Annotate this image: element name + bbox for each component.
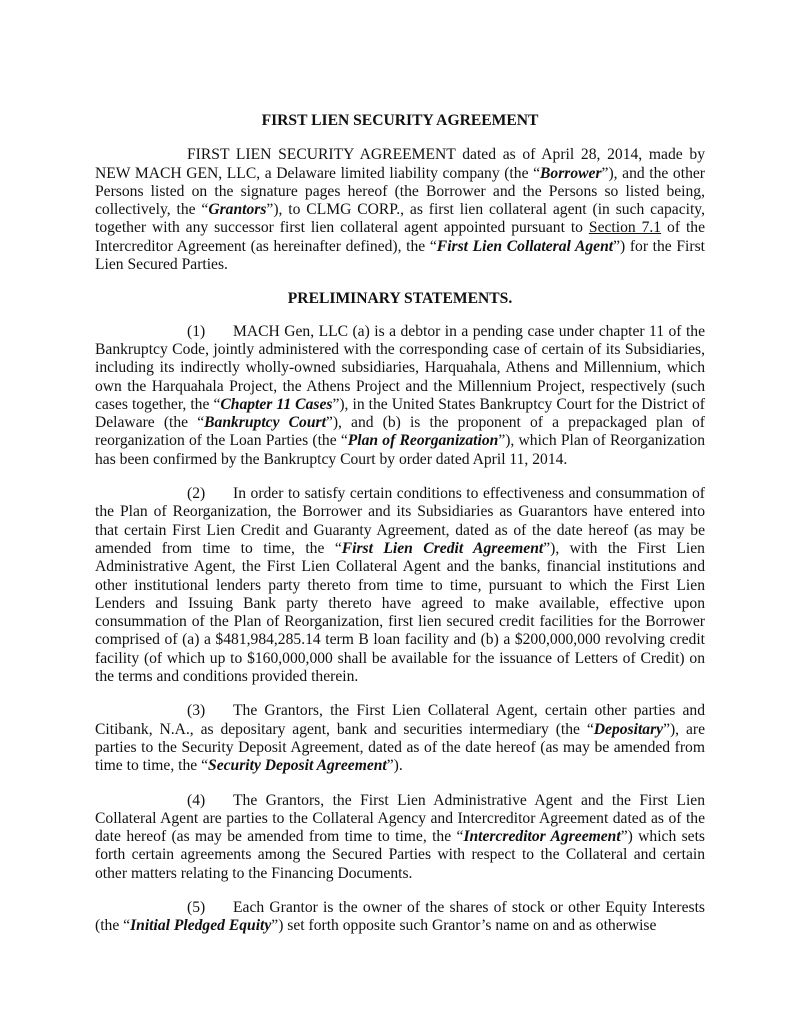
text-run: ”), to CLMG CORP., as first lien collateral agent (in such capacity, together with any successor first lien collateral agent appointed pursuant to (95, 201, 705, 237)
defined-term-intercreditor-agreement: Intercreditor Agreement (463, 828, 621, 846)
text-run: MACH Gen, LLC (a) is a debtor in a pending case under chapter 11 of the Bankruptcy Code, jointly administered with the corresponding case of certain of its Subsidiaries, including its indirectly wholly-owned subsidiaries, Harquahala, Athens and Millennium, which own the Harquahala Project, the Athens Project and the Millennium Project, respectively (such cases together, the “ (95, 322, 705, 413)
text-run: ”) which sets forth certain agreements among the Secured Parties with respect to the Collateral and certain other matters relating to the Financing Documents. (95, 828, 706, 882)
statement-number: (5) (187, 898, 206, 916)
defined-term-first-lien-collateral-agent: First Lien Collateral Agent (436, 237, 614, 255)
defined-term-plan-of-reorganization: Plan of Reorganization (347, 432, 499, 450)
defined-term-bankruptcy-court: Bankruptcy Court (204, 414, 326, 432)
text-run: The Grantors, the First Lien Administrative Agent and the First Lien Collateral Agent are parties to the Collateral Agency and Intercreditor Agreement dated as of the date hereof (as may be amended from time to time, the “ (95, 791, 705, 846)
text-run: ”), are parties to the Security Deposit Agreement, dated as of the date hereof (as may be amended from time to time, the “ (95, 720, 705, 775)
statement-4 (95, 792, 705, 883)
text-run: ”), and the other Persons listed on the signature pages hereof (the Borrower and the Persons so listed being, collectively, the “ (95, 164, 705, 219)
text-run: ”) set forth opposite such Grantor’s name on and as otherwise (271, 917, 657, 935)
text-run: ”) for the First Lien Secured Parties. (95, 237, 705, 274)
statement-number: (4) (187, 791, 206, 809)
statement-3 (95, 702, 705, 775)
defined-term-first-lien-credit-agreement: First Lien Credit Agreement (341, 539, 544, 557)
defined-term-chapter-11-cases: Chapter 11 Cases (220, 395, 333, 413)
statement-number: (1) (187, 322, 206, 340)
statement-number: (2) (187, 485, 206, 503)
text-run: Each Grantor is the owner of the shares of stock or other Equity Interests (the “ (95, 898, 705, 935)
intro-paragraph (95, 146, 705, 274)
document-title: FIRST LIEN SECURITY AGREEMENT (261, 112, 539, 129)
statement-5 (95, 899, 705, 936)
text-run: ”), in the United States Bankruptcy Court for the District of Delaware (the “ (95, 395, 706, 432)
defined-term-security-deposit-agreement: Security Deposit Agreement (208, 757, 387, 775)
text-run: In order to satisfy certain conditions to effectiveness and consummation of the Plan of Reorganization, the Borrower and its Subsidiaries as Guarantors have entered into that certain First Lien Credit and Guaranty Agreement, dated as of the date hereof (as may be amended from time to time, the “ (95, 485, 705, 557)
statement-number: (3) (187, 702, 206, 720)
defined-term-borrower: Borrower (540, 164, 602, 182)
text-run: The Grantors, the First Lien Collateral Agent, certain other parties and Citibank, N.A., as depositary agent, bank and securities intermediary (the “ (95, 702, 705, 738)
text-run: FIRST LIEN SECURITY AGREEMENT dated as of April 28, 2014, made by NEW MACH GEN, LLC, a Delaware limited liability company (the “ (95, 146, 705, 182)
section-reference: Section 7.1 (588, 219, 662, 237)
preliminary-statements-heading: PRELIMINARY STATEMENTS. (287, 290, 513, 308)
defined-term-grantors: Grantors (208, 201, 267, 219)
statement-2 (95, 485, 705, 686)
defined-term-initial-pledged-equity: Initial Pledged Equity (130, 917, 272, 935)
text-run: ”), which Plan of Reorganization has been confirmed by the Bankruptcy Court by order dated April 11, 2014. (95, 432, 705, 468)
text-run: ”), with the First Lien Administrative Agent, the First Lien Collateral Agent and the banks, financial institutions and other institutional lenders party thereto from time to time, pursuant to which the First Lien Lenders and Issuing Bank party thereto have agreed to make available, effective upon consummation of the Plan of Reorganization, first lien secured credit facilities for the Borrower comprised of (a) a $481,984,285.14 term B loan facility and (b) a $200,000,000 revolving credit facility (of which up to $160,000,000 shall be available for the issuance of Letters of Credit) on the terms and conditions provided therein. (95, 539, 705, 686)
text-run: ”), and (b) is the proponent of a prepackaged plan of reorganization of the Loan Parties (the “ (95, 414, 706, 450)
document-page (95, 112, 705, 936)
text-run: ”). (386, 757, 403, 775)
defined-term-depositary: Depositary (593, 720, 664, 738)
statement-1 (95, 323, 705, 469)
text-run: of the Intercreditor Agreement (as hereinafter defined), the “ (95, 219, 705, 255)
